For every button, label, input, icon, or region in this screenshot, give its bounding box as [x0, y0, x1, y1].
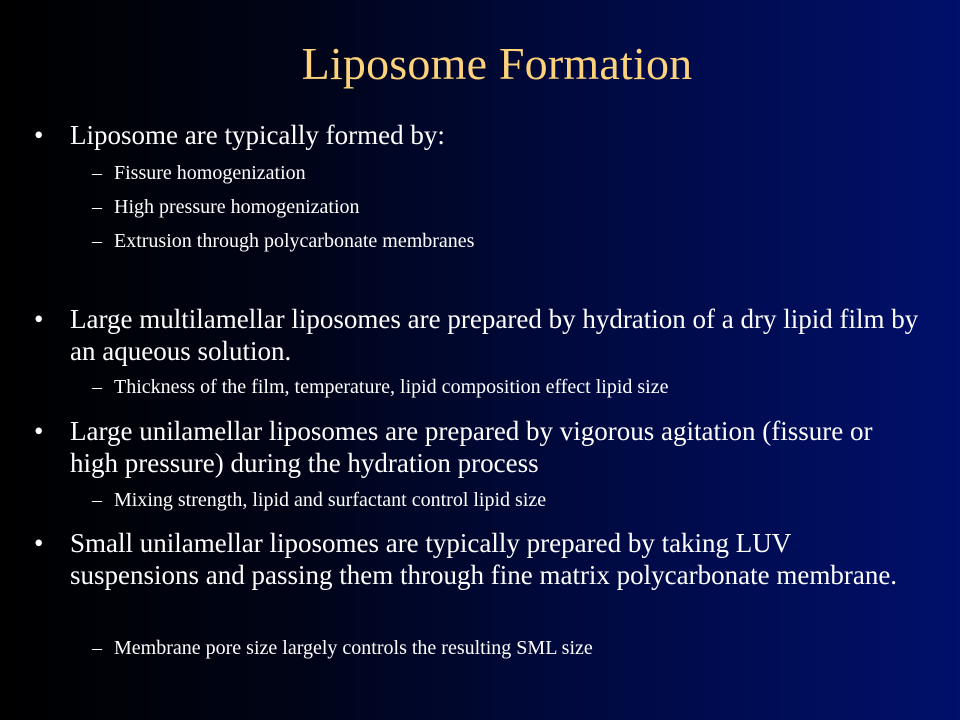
dash-icon: – — [92, 637, 102, 659]
bullet-dot-icon: • — [34, 120, 44, 150]
dash-icon: – — [92, 162, 102, 184]
bullet-dot-icon: • — [34, 304, 44, 334]
dash-icon: – — [92, 489, 102, 511]
sub-bullet-text: High pressure homogenization — [114, 196, 360, 218]
bullet-dot-icon: • — [34, 528, 44, 558]
sub-bullet-text: Mixing strength, lipid and surfactant control lipid size — [114, 489, 547, 511]
sub-bullet-text: Fissure homogenization — [114, 162, 306, 184]
bullet-text: Large multilamellar liposomes are prepared by hydration of a dry lipid film by an aqueous solution. — [70, 304, 919, 366]
bullet-text: Liposome are typically formed by: — [70, 120, 445, 150]
dash-icon: – — [92, 230, 102, 252]
slide-title: Liposome Formation — [301, 38, 693, 89]
sub-bullet-text: Membrane pore size largely controls the resulting SML size — [114, 637, 593, 659]
dash-icon: – — [92, 196, 102, 218]
sub-bullet-text: Extrusion through polycarbonate membranes — [114, 230, 475, 252]
dash-icon: – — [92, 376, 102, 398]
sub-bullet-text: Thickness of the film, temperature, lipid composition effect lipid size — [114, 376, 669, 398]
bullet-text: Large unilamellar liposomes are prepared by vigorous agitation (fissure or high pressure) during the hydration process — [70, 416, 873, 478]
bullet-dot-icon: • — [34, 416, 44, 446]
bullet-text: Small unilamellar liposomes are typically prepared by taking LUV suspensions and passing them through fine matrix polycarbonate membrane. — [70, 528, 898, 590]
